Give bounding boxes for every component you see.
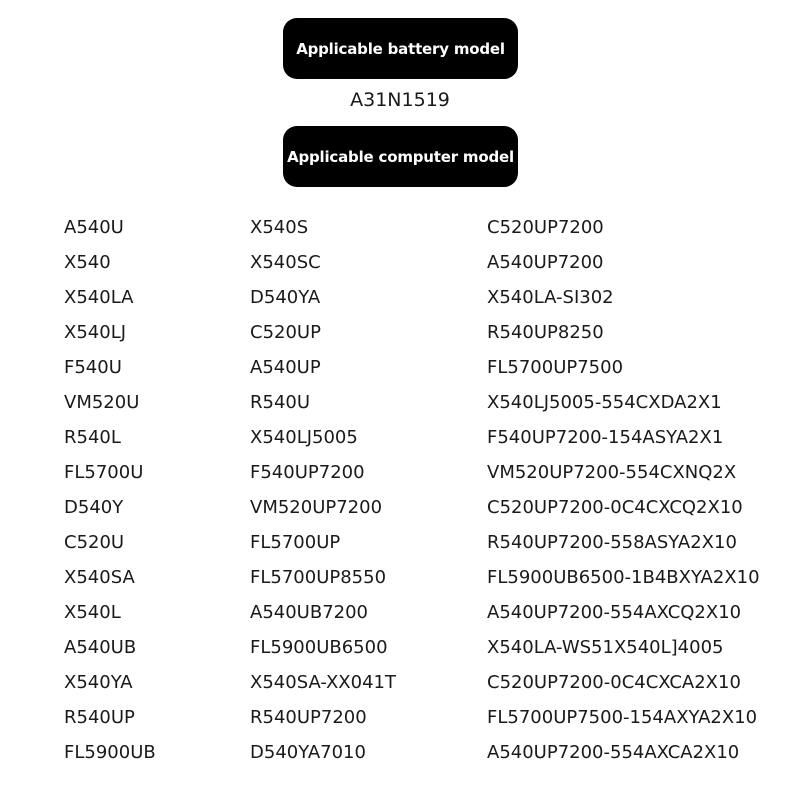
model-item: X540LA: [64, 287, 134, 308]
model-item: R540UP: [64, 707, 135, 728]
model-item: R540UP7200: [250, 707, 367, 728]
model-item: X540LA-SI302: [487, 287, 614, 308]
model-item: F540U: [64, 357, 122, 378]
model-item: D540Y: [64, 497, 124, 518]
model-item: C520UP7200-0C4CXCA2X10: [487, 672, 741, 693]
model-item: FL5700UP: [250, 532, 341, 553]
model-item: A540UP7200: [487, 252, 604, 273]
model-item: A540UP7200-554AXCA2X10: [487, 742, 740, 763]
model-item: F540UP7200: [250, 462, 365, 483]
battery-model-value: A31N1519: [350, 89, 450, 111]
model-item: R540U: [250, 392, 311, 413]
computer-model-header: Applicable computer model: [283, 126, 518, 187]
model-item: C520UP: [250, 322, 321, 343]
model-item: VM520UP7200: [250, 497, 383, 518]
model-item: D540YA: [250, 287, 321, 308]
model-item: X540S: [250, 217, 309, 238]
model-item: A540UP7200-554AXCQ2X10: [487, 602, 742, 623]
model-item: X540LJ: [64, 322, 127, 343]
model-item: X540LA-WS51X540L]4005: [487, 637, 724, 658]
battery-model-header: Applicable battery model: [283, 18, 518, 79]
model-item: X540SA-XX041T: [250, 672, 396, 693]
model-item: C520U: [64, 532, 125, 553]
model-item: R540UP8250: [487, 322, 604, 343]
model-item: VM520U: [64, 392, 140, 413]
model-item: FL5700UP7500-154AXYA2X10: [487, 707, 758, 728]
model-item: A540UB7200: [250, 602, 369, 623]
model-item: FL5900UB: [64, 742, 156, 763]
model-item: FL5700U: [64, 462, 144, 483]
model-item: A540UB: [64, 637, 137, 658]
model-item: C520UP7200: [487, 217, 604, 238]
model-item: R540UP7200-558ASYA2X10: [487, 532, 737, 553]
model-item: R540L: [64, 427, 121, 448]
model-column-3: [487, 210, 760, 770]
model-item: A540UP: [250, 357, 321, 378]
model-item: X540LJ5005: [250, 427, 358, 448]
model-item: X540SA: [64, 567, 135, 588]
model-item: A540U: [64, 217, 124, 238]
model-item: X540: [64, 252, 111, 273]
model-item: FL5900UB6500: [250, 637, 388, 658]
model-item: FL5700UP7500: [487, 357, 624, 378]
model-item: FL5700UP8550: [250, 567, 387, 588]
model-column-1: [64, 210, 156, 770]
model-item: FL5900UB6500-1B4BXYA2X10: [487, 567, 760, 588]
model-item: X540SC: [250, 252, 321, 273]
model-item: VM520UP7200-554CXNQ2X: [487, 462, 737, 483]
model-column-2: [250, 210, 396, 770]
model-item: X540YA: [64, 672, 133, 693]
model-item: D540YA7010: [250, 742, 366, 763]
model-item: X540L: [64, 602, 121, 623]
model-item: X540LJ5005-554CXDA2X1: [487, 392, 722, 413]
model-item: C520UP7200-0C4CXCQ2X10: [487, 497, 743, 518]
computer-model-list: [0, 210, 800, 770]
model-item: F540UP7200-154ASYA2X1: [487, 427, 724, 448]
